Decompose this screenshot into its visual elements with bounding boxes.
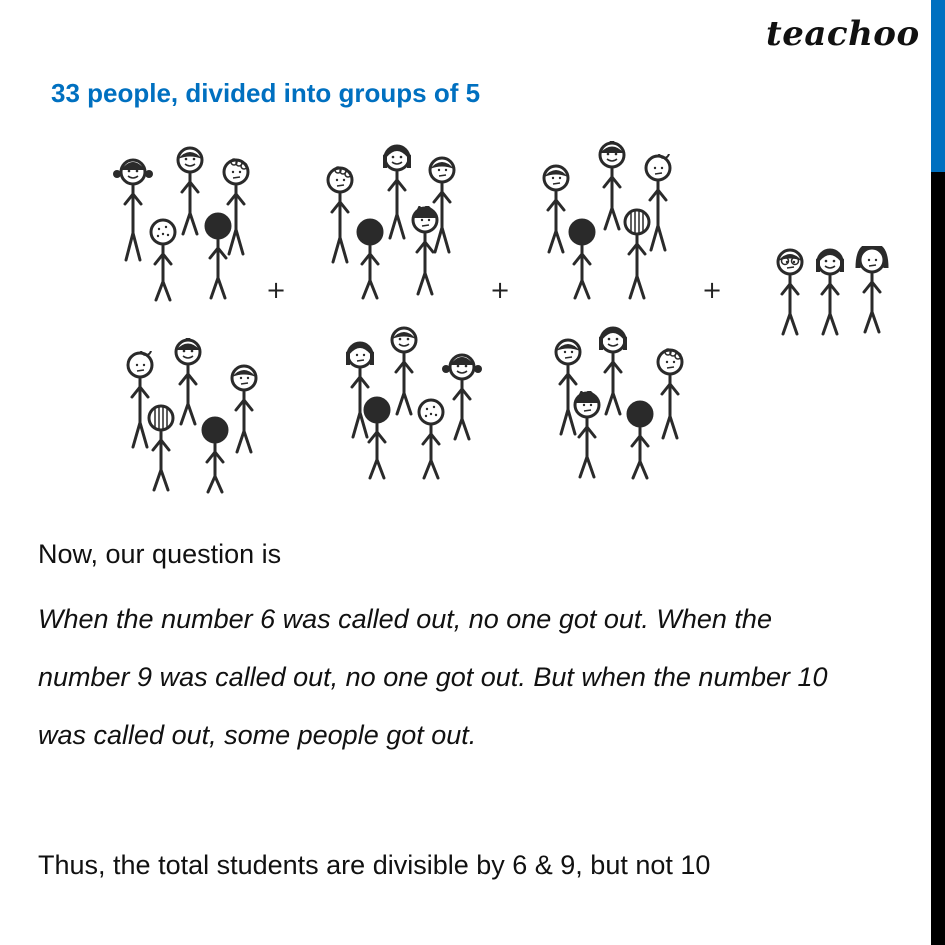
stick-figure-person-icon (141, 404, 181, 497)
plus-sign-icon: + (490, 276, 511, 304)
question-line-3: was called out, some people got out. (38, 720, 477, 750)
stick-figure-person-icon (405, 206, 445, 301)
page-title: 33 people, divided into groups of 5 (51, 78, 481, 108)
stick-figure-person-icon (770, 248, 810, 341)
stick-figure-person-icon (198, 212, 238, 305)
stick-figure-person-icon (617, 208, 657, 305)
plus-sign-icon: + (266, 276, 287, 304)
side-accent-bar-blue (931, 0, 945, 172)
question-line-2: number 9 was called out, no one got out. But when the number 10 (38, 662, 828, 692)
side-accent-bar-black (931, 172, 945, 945)
stick-figure-person-icon (143, 218, 183, 307)
stick-figure-person-icon (852, 246, 892, 339)
stick-figure-person-icon (357, 396, 397, 485)
teachoo-logo: teachoo (766, 14, 920, 54)
stick-figure-person-icon (567, 391, 607, 484)
question-line-1: When the number 6 was called out, no one got out. When the (38, 604, 772, 634)
intro-text: Now, our question is (38, 539, 282, 569)
conclusion-text: Thus, the total students are divisible by 6 & 9, but not 10 (38, 850, 711, 880)
stick-figure-person-icon (620, 400, 660, 485)
stick-figure-person-icon (195, 416, 235, 499)
stick-figure-person-icon (810, 248, 850, 341)
stick-figure-person-icon (562, 218, 602, 305)
stick-figure-person-icon (350, 218, 390, 305)
plus-sign-icon: + (702, 276, 723, 304)
stick-figure-person-icon (411, 398, 451, 485)
